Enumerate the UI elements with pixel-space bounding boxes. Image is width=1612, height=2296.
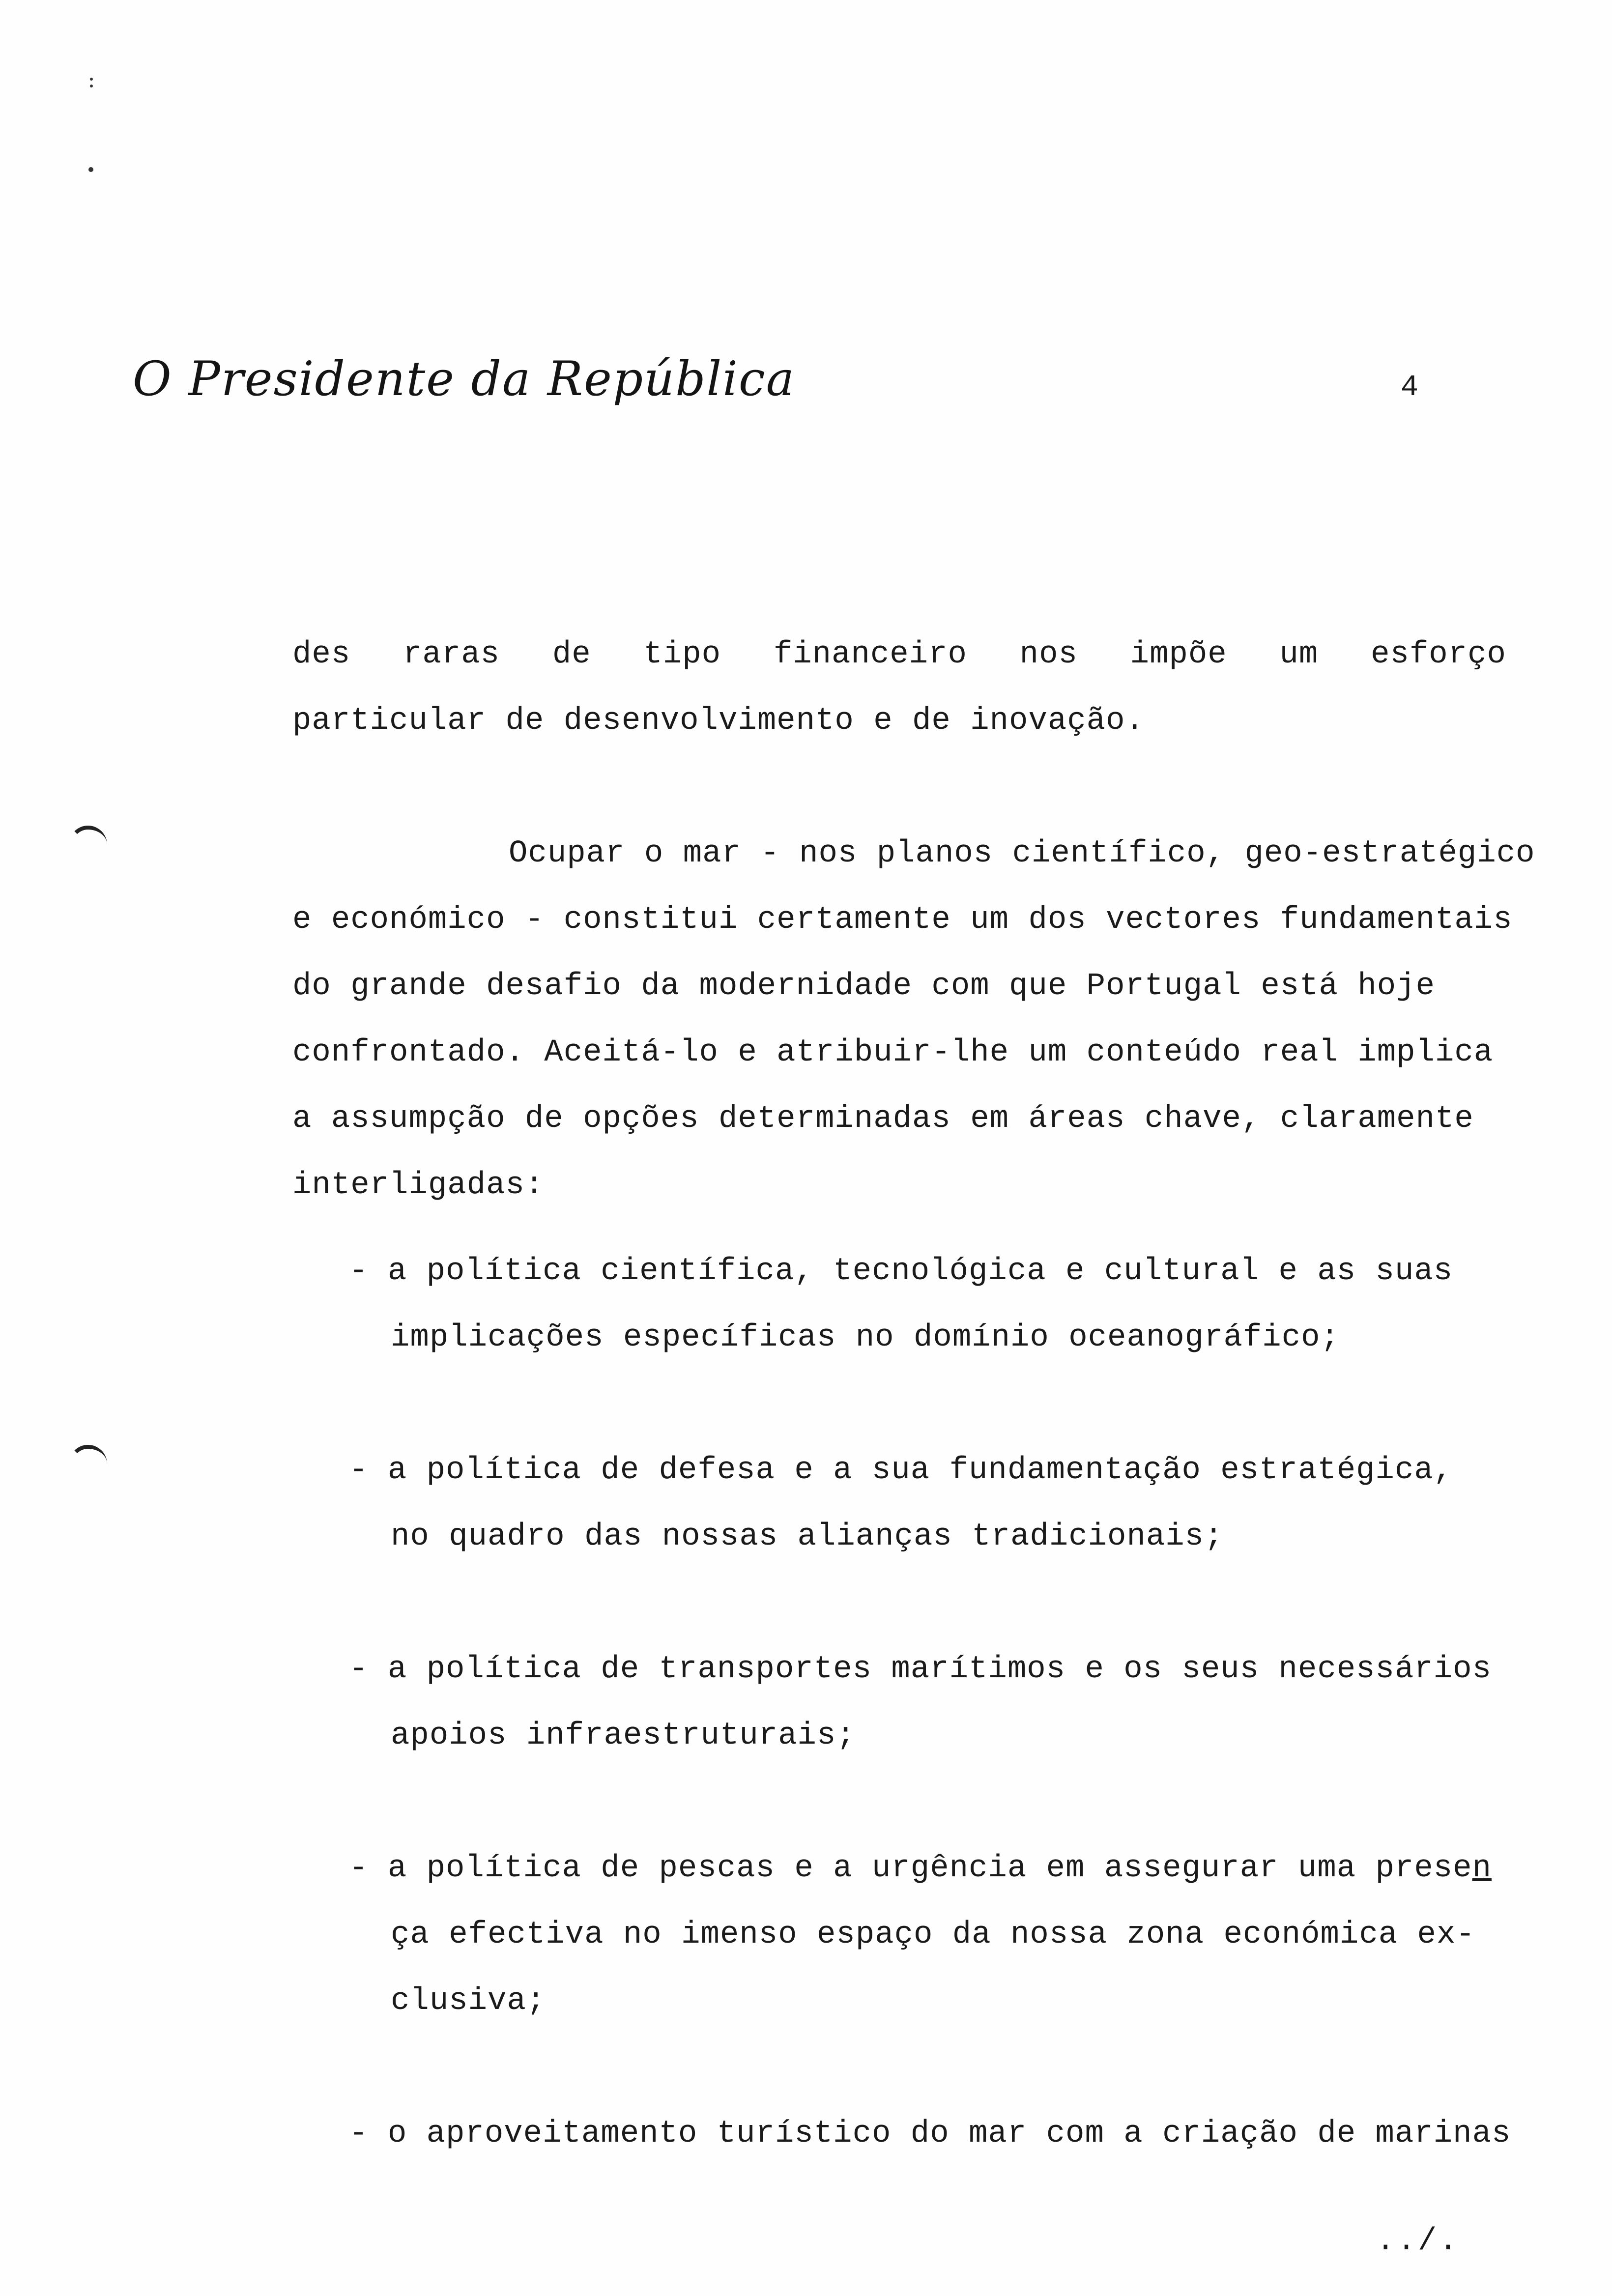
word: des (292, 637, 351, 672)
paragraph-continuation (292, 622, 1551, 754)
list-item-line: ça efectiva no imenso espaço da nossa zona económica ex- (391, 1917, 1475, 1952)
list-item-fisheries-policy (349, 1836, 1492, 2035)
list-item-scientific-policy (349, 1238, 1453, 1371)
scan-speck (90, 85, 93, 87)
scan-speck (90, 78, 93, 81)
list-item-line (349, 1836, 1492, 1902)
underlined-letter: n (1472, 1851, 1492, 1886)
word: financeiro (773, 637, 967, 672)
paragraph-line: e económico - constitui certamente um dos vectores fundamentais (292, 902, 1513, 938)
paragraph-line: do grande desafio da modernidade com que Portugal está hoje (292, 969, 1435, 1004)
margin-mark (69, 1445, 107, 1468)
list-item-line: - a política de transportes marítimos e os seus necessários (349, 1652, 1492, 1687)
page-number: 4 (1401, 371, 1419, 404)
list-item-tourism (349, 2101, 1511, 2167)
list-item-line: apoios infraestruturais; (391, 1718, 856, 1753)
word: tipo (643, 637, 721, 672)
letterhead: O Presidente da República (133, 351, 795, 406)
list-item-line: no quadro das nossas alianças tradicionais; (391, 1519, 1224, 1554)
paragraph-line: Ocupar o mar - nos planos científico, geo-estratégico (509, 836, 1535, 871)
list-item-line: - a política de defesa e a sua fundamentação estratégica, (349, 1453, 1453, 1488)
word: esforço (1371, 637, 1506, 672)
list-item-maritime-transport (349, 1636, 1492, 1769)
margin-mark (69, 826, 107, 849)
word: de (552, 637, 591, 672)
word: um (1279, 637, 1319, 672)
list-item-line: - a política científica, tecnológica e cultural e as suas (349, 1254, 1453, 1289)
paragraph-line-2: particular de desenvolvimento e de inovação. (292, 703, 1145, 739)
paragraph-line: a assumpção de opções determinadas em áreas chave, claramente (292, 1101, 1474, 1137)
list-item-text: - a política de pescas e a urgência em assegurar uma prese (349, 1851, 1472, 1886)
paragraph-ocupar-o-mar (292, 821, 1551, 1219)
word: raras (403, 637, 500, 672)
paragraph-line: interligadas: (292, 1168, 545, 1203)
list-item-defense-policy (349, 1437, 1453, 1570)
paragraph-line: confrontado. Aceitá-lo e atribuir-lhe um conteúdo real implica (292, 1035, 1494, 1070)
list-item-line: implicações específicas no domínio oceanográfico; (391, 1320, 1340, 1355)
continuation-mark: ../. (1376, 2224, 1460, 2259)
paragraph-line-1 (292, 622, 1506, 688)
scan-speck (88, 167, 93, 172)
list-item-line: clusiva; (391, 1983, 546, 2019)
list-item-line: - o aproveitamento turístico do mar com a criação de marinas (349, 2116, 1511, 2152)
word: nos (1019, 637, 1078, 672)
word: impõe (1130, 637, 1227, 672)
